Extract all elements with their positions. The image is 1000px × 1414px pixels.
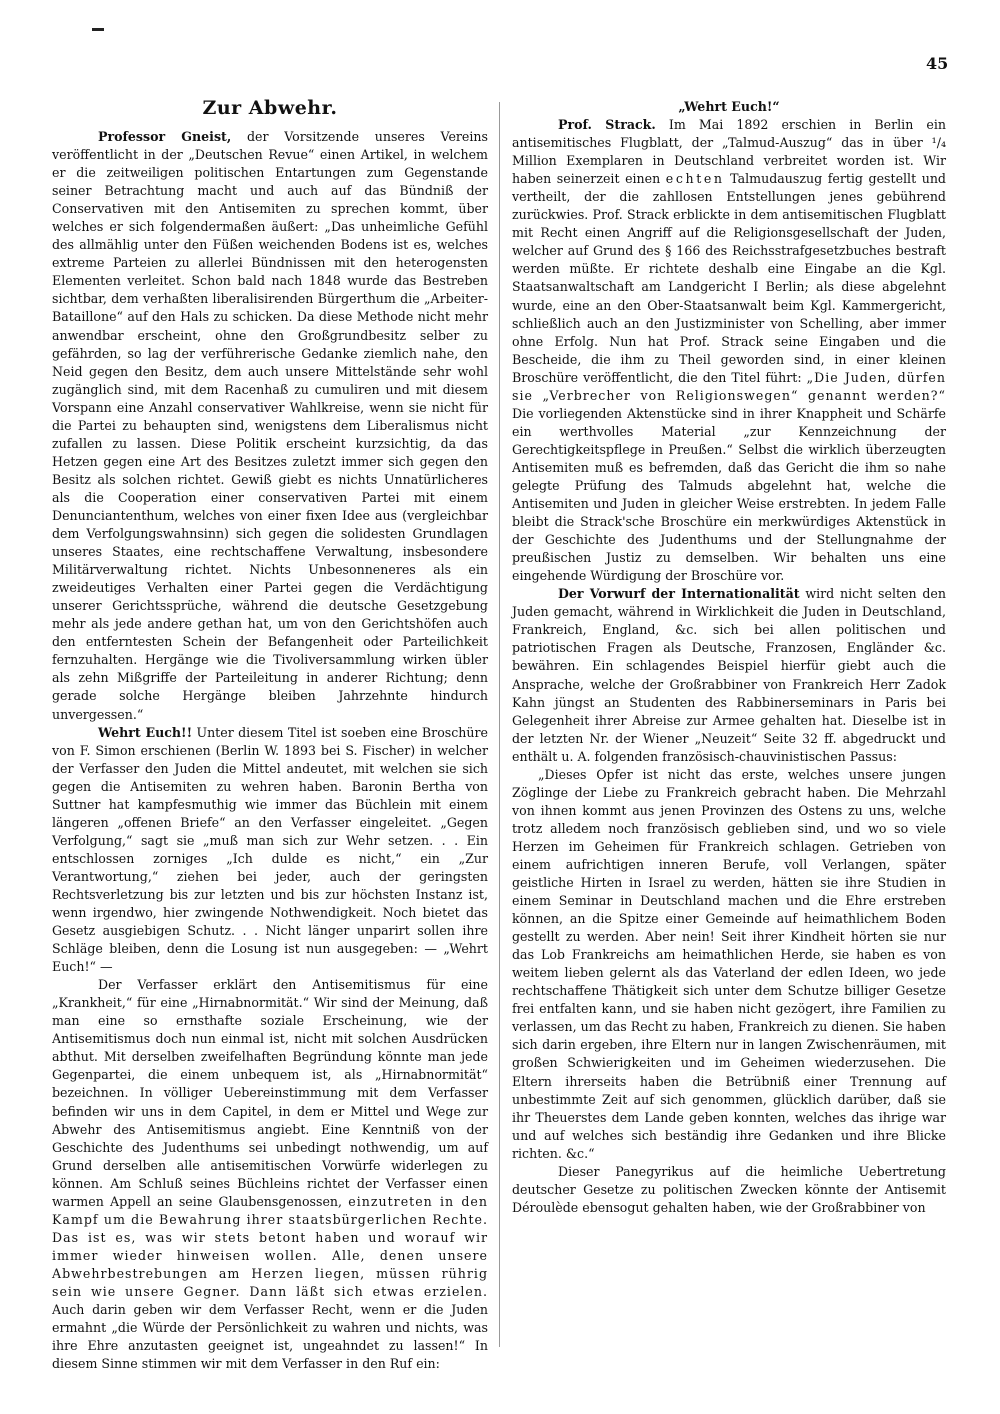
paragraph-verfasser bbox=[52, 976, 488, 1373]
wehrt-euch-heading: „Wehrt Euch!“ bbox=[678, 99, 780, 114]
lead-gneist: Professor Gneist, bbox=[98, 129, 232, 144]
quote-zadok-kahn: „Dieses Opfer ist nicht das erste, welches unsere jungen Zöglinge der Liebe zu Frankreich gebracht haben. Die Mehrzahl von ihnen kommt aus jenen Provinzen des Ostens zu uns, welche trotz alledem noch französisch geblieben sind, und wo so viele Herzen im Geheimen für Frankreich schlagen. Getrieben von einem aufrichtigen inneren Berufe, voll Verlangen, später geistliche Hirten in Israel zu werden, hätten sie ihre Studien in einem Seminar in Deutschland machen und die Ehre erstreben können, an die Spitze einer Gemeinde auf heimathlichem Boden gestellt zu werden. Aber nein! Seit ihrer Kindheit hörten sie nur das Lob Frankreichs am heimathlichen Herde, sie haben es von weitem lieben gelernt als das Vaterland der edlen Ideen, wo jede rechtschaffene Thätigkeit sich unter dem Schutze billiger Gesetze frei entfalten kann, und sie haben nicht gezögert, ihre Familien zu verlassen, um das Recht zu haben, Frankreich zu dienen. Sie haben sich darin ergeben, ihre Eltern nur in langen Zwischenräumen, mit großen Schwierigkeiten und im Geheimen wiederzusehen. Die Eltern ihrerseits haben die Betrübniß einer Trennung auf unbestimmte Zeit auf sich genommen, glücklich darüber, daß sie ihr Theuerstes dem Lande geben konnten, welches das ihrige war und auf welches sich beständig ihre Gedanken und ihre Blicke richten. &c.“ bbox=[512, 766, 946, 1161]
lead-strack: Prof. Strack. bbox=[558, 117, 656, 133]
brochure-title: „Die Juden, dürfen sie „Verbrecher von Religionswegen“ genannt werden?“ bbox=[512, 369, 946, 403]
column-divider bbox=[499, 102, 500, 1347]
paragraph-panegyrikus: Dieser Panegyrikus auf die heimliche Uebertretung deutscher Gesetze zu politischen Zwecken könnte der Antisemit Déroulède ebensogut gehalten haben, wie der Großrabbiner von bbox=[512, 1163, 946, 1215]
spaced-echten: echten bbox=[665, 171, 725, 187]
lead-wehrt-euch: Wehrt Euch!! bbox=[98, 724, 193, 740]
text-gneist: der Vorsitzende unseres Vereins veröffentlicht in der „Deutschen Revue“ einen Artikel, in welchem er die zeitweiligen politischen Entartungen zum Gegenstande seiner Betrachtung macht und auch auf das Bündniß der Conservativen mit den Antisemiten zu sprechen kommt, über welches er sich folgendermaßen äußert: „Das unheimliche Gefühl des allmählig unter den Füßen weichenden Bodens ist es, welches extreme Parteien zu allerlei Bündnissen mit den heterogensten Elementen verleitet. Schon bald nach 1848 wurde das Bestreben sichtbar, dem verhaßten liberalisirenden Bürgerthum die „Arbeiter-Bataillone“ auf den Hals zu schicken. Da diese Methode nicht mehr anwendbar erscheint, ohne den Großgrundbesitz selber zu gefährden, so lag der verführerische Gedanke ziemlich nahe, den Neid gegen den Besitz, dem auch unsere Mittelstände sehr wohl zugänglich sind, mit dem Racenhaß zu cumuliren und mit diesem Vorspann eine Anzahl conservativer Wahlkreise, wenn sie nicht für die Partei zu behaupten sind, wenigstens dem Liberalismus nicht zufallen zu lassen. Diese Politik erscheint kurzsichtig, da das Hetzen gegen eine Art des Besitzes zuletzt immer sich gegen den Besitz als solchen richtet. Gewiß giebt es nichts Unnatürlicheres als die Cooperation einer conservativen Partei mit einem Denunciantenthum, welches von einer fixen Idee aus (vergleichbar dem Verfolgungswahnsinn) sich gegen die solidesten Grundlagen unseres Staates, eine rechtschaffene Verwaltung, insbesondere Militärverwaltung richtet. Nichts Unbesonneneres als ein zweideutiges Verhalten einer Partei gegen die Verdächtigung unserer Gerichtssprüche, während die deutsche Gesetzgebung mehr als jede andere gethan hat, um von den Gerichtshöfen auch den entferntesten Schein der Befangenheit oder Parteilichkeit fernzuhalten. Hergänge wie die Tivoliversammlung wirken übler als zehn Mißgriffe der Parteileitung in anderer Richtung; denn gerade solche Hergänge bleiben Jahrzehnte hindurch unvergessen.“ bbox=[52, 129, 488, 722]
text-internationalitaet: wird nicht selten den Juden gemacht, während in Wirklichkeit die Juden in Deutschland, Frankreich, England, &c. sich bei allen politischen und patriotischen Fragen als Deutsche, Franzosen, Engländer &c. bewähren. Ein schlagendes Beispiel hierfür giebt auch die Ansprache, welche der Großrabbiner von Frankreich Herr Zadok Kahn jüngst an Studenten des Rabbinerseminars in Paris bei Gelegenheit ihrer Abreise zur Armee gehalten hat. Dieselbe ist in der letzten Nr. der Wiener „Neuzeit“ Seite 32 ff. abgedruckt und enthält u. A. folgenden französisch-chauvinistischen Passus: bbox=[512, 586, 946, 764]
paragraph-strack bbox=[512, 116, 946, 585]
page-number: 45 bbox=[926, 54, 949, 73]
text-verfasser: Der Verfasser erklärt den Antisemitismus für eine „Krankheit,“ für eine „Hirnabnormität.“ Wir sind der Meinung, daß man eine so ernsthafte soziale Erscheinung, wie der Antisemitismus doch nun einmal ist, nicht mit solchen Ausdrücken abthut. Mit derselben zweifelhaften Begründung könnte man jede Gegenpartei, die einem unbequem ist, als „Hirnabnormität“ bezeichnen. In völliger Uebereinstimmung mit dem Verfasser befinden wir uns in dem Capitel, in dem er Mittel und Wege zur Abwehr des Antisemitismus angiebt. Eine Kenntniß von der Geschichte des Judenthums sei unbedingt nothwendig, um auf Grund derselben alle antisemitischen Vorwürfe widerlegen zu können. Am Schluß seines Büchleins richtet der Verfasser einen warmen Appell an seine Glaubensgenossen, bbox=[52, 977, 488, 1209]
tail-verfasser: Auch darin geben wir dem Verfasser Recht, wenn er die Juden ermahnt „die Würde der Persönlichkeit zu wahren und nichts, was ihre Ehre anzutasten geeignet ist, ungeahndet zu lassen!“ In diesem Sinne stimmen wir mit dem Verfasser in den Ruf ein: bbox=[52, 1302, 488, 1372]
stray-mark bbox=[92, 28, 104, 31]
lead-internationalitaet: Der Vorwurf der Internationalität bbox=[558, 586, 800, 602]
text-wehrt-euch: Unter diesem Titel ist soeben eine Broschüre von F. Simon erschienen (Berlin W. 1893 bei S. Fischer) in welcher der Verfasser den Juden die Mittel andeutet, mit welchen sie sich gegen die Antisemiten zu wehren haben. Baronin Bertha von Suttner hat kampfesmuthig wie immer das Büchlein mit einem längeren „offenen Briefe“ an den Verfasser eingeleitet. „Gegen Verfolgung,“ sagt sie „muß man sich zur Wehr setzen. . . Ein entschlossen zorniges „Ich dulde es nicht,“ ein „Zur Verantwortung,“ ziehen bei jeder, auch der geringsten Rechtsverletzung bis zur letzten und bis zur höchsten Instanz ist, wenn irgendwo, hier zwingende Nothwendigkeit. Noch bietet das Gesetz ausgiebigen Schutz. . . Nicht länger unparirt sollen ihre Schläge bleiben, denn die Losung ist nun ausgegeben: — „Wehrt Euch!“ — bbox=[52, 724, 488, 975]
right-column bbox=[512, 98, 946, 1217]
paragraph-internationalitaet bbox=[512, 585, 946, 765]
text-strack-1: Im Mai 1892 erschien in Berlin ein antisemitisches Flugblatt, der „Talmud-Auszug“ das in über ¹/₄ Million Exemplaren in Deutschland verbreitet worden ist. Wir haben seinerzeit einen bbox=[512, 117, 946, 187]
left-column bbox=[52, 96, 488, 1373]
text-strack-3: Die vorliegenden Aktenstücke sind in ihrer Knappheit und Schärfe ein werthvolles Material „zur Kennzeichnung der Gerechtigkeitspflege in Preußen.“ Selbst die wirklich überzeugten Antisemiten muß es befremden, daß das Gericht die ihm so nahe gelegte Prüfung des Talmuds abgelehnt hat, welche die Antisemiten und Juden in gleicher Weise erstrebten. In jedem Falle bleibt die Strack'sche Broschüre ein merkwürdiges Aktenstück in der Geschichte des Judenthums und der Stellungnahme der preußischen Justiz zu demselben. Wir behalten uns eine eingehende Würdigung der Broschüre vor. bbox=[512, 405, 946, 584]
paragraph-gneist bbox=[52, 128, 488, 724]
text-strack-2: Talmudauszug fertig gestellt und vertheilt, der die zahllosen Entstellungen jenes gebührend zurückwies. Prof. Strack erblickte in dem antisemitischen Flugblatt mit Recht einen Angriff auf die Religionsgesellschaft der Juden, welcher auf Grund des § 166 des Reichsstrafgesetzbuches bestraft werden müßte. Er richtete deshalb eine Eingabe an die Kgl. Staatsanwaltschaft am Landgericht I Berlin; als diese abgelehnt wurde, eine an den Ober-Staatsanwalt beim Kgl. Kammergericht, schließlich auch an den Justizminister von Schelling, aber immer ohne Erfolg. Nun hat Prof. Strack seine Eingaben und die Bescheide, die ihm zu Theil geworden sind, in einer kleinen Broschüre veröffentlicht, die den Titel führt: bbox=[512, 171, 946, 385]
spaced-verfasser: einzutreten in den Kampf um die Bewahrung ihrer staatsbürgerlichen Rechte. Das ist es, was wir stets betont haben und worauf wir immer wieder hinweisen wollen. Alle, denen unsere Abwehrbestrebungen am Herzen liegen, müssen rührig sein wie unsere Gegner. Dann läßt sich etwas erzielen. bbox=[52, 1193, 488, 1299]
paragraph-wehrt-euch bbox=[52, 724, 488, 977]
article-title: Zur Abwehr. bbox=[202, 97, 338, 119]
